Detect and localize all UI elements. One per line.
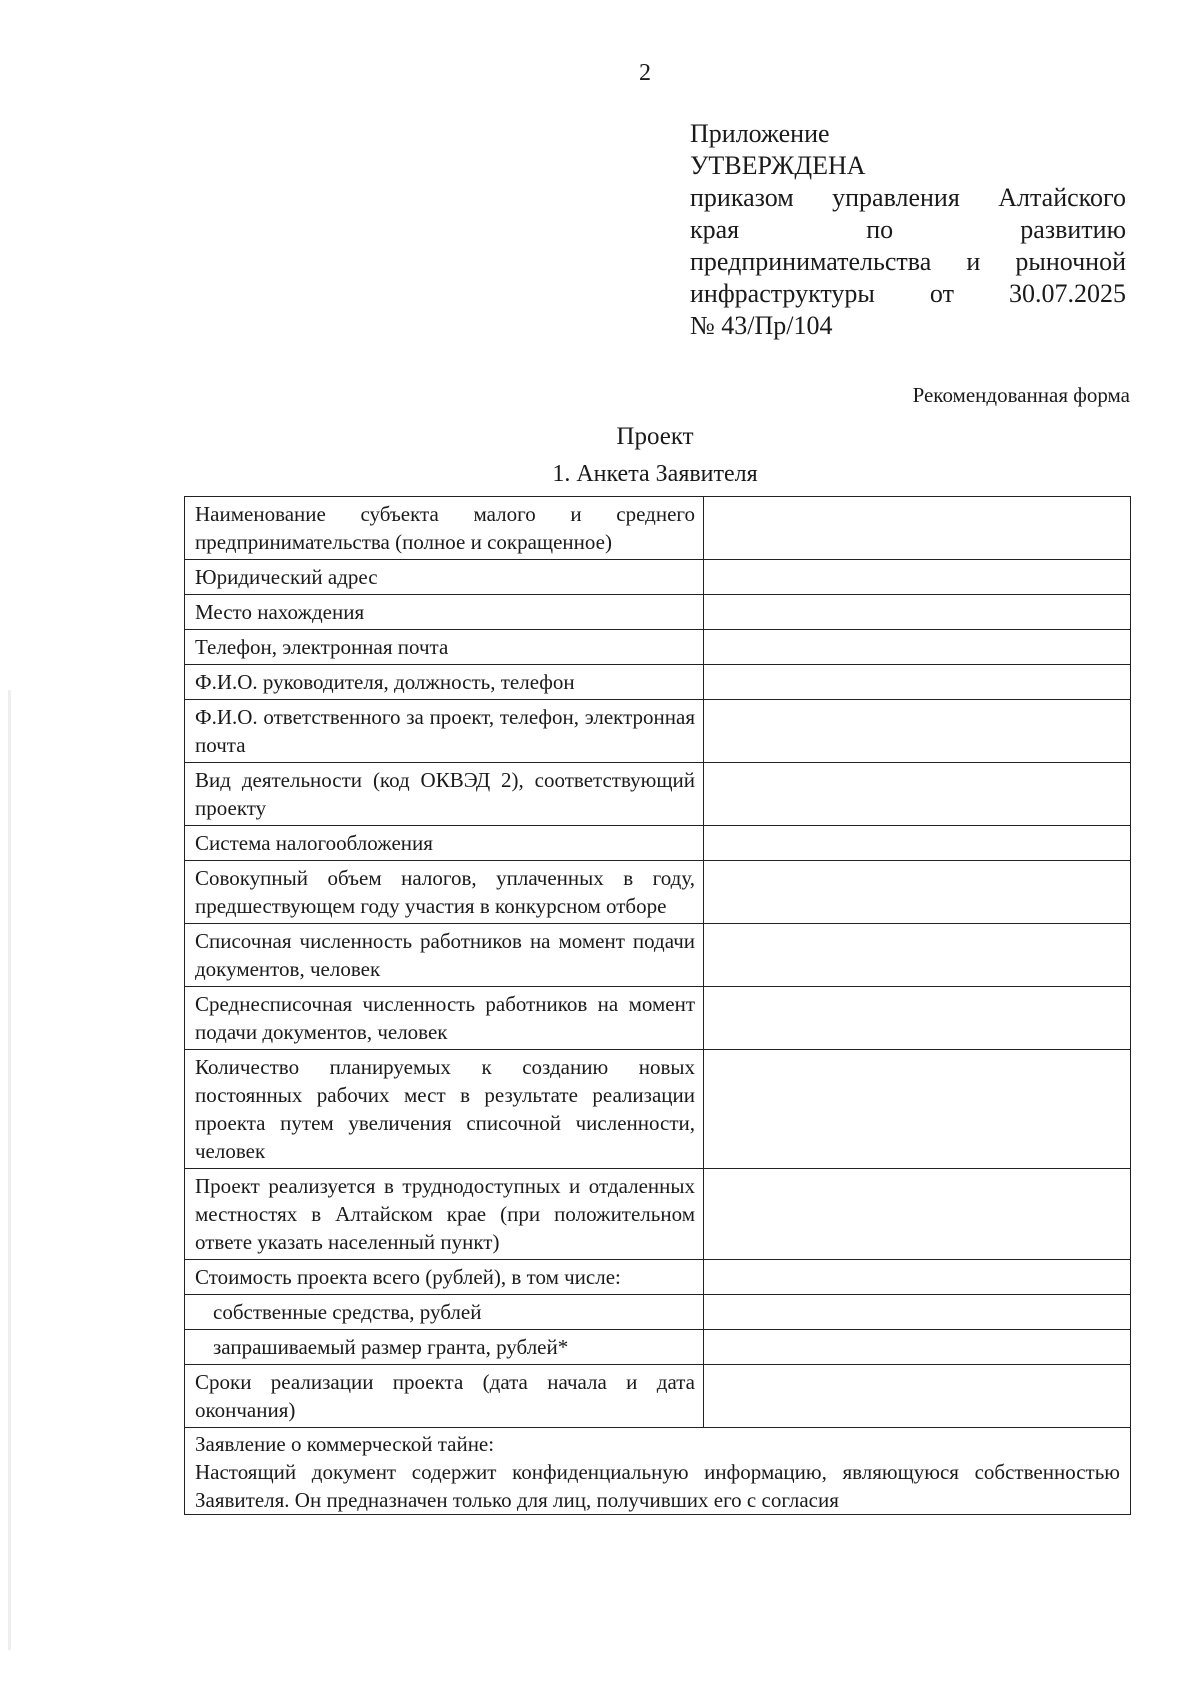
row-label: Ф.И.О. руководителя, должность, телефон bbox=[185, 665, 704, 700]
table-row bbox=[185, 1365, 1131, 1428]
row-label: собственные средства, рублей bbox=[185, 1295, 704, 1330]
table-row bbox=[185, 1169, 1131, 1260]
form-note: Рекомендованная форма bbox=[912, 383, 1130, 407]
row-value-cell[interactable] bbox=[704, 924, 1131, 987]
table-row bbox=[185, 1260, 1131, 1295]
row-value-cell[interactable] bbox=[704, 497, 1131, 560]
row-value-cell[interactable] bbox=[704, 700, 1131, 763]
row-value-cell[interactable] bbox=[704, 1169, 1131, 1260]
row-value-cell[interactable] bbox=[704, 987, 1131, 1050]
approval-line: края по развитию bbox=[690, 215, 1126, 244]
approval-block bbox=[690, 118, 1126, 342]
row-value-cell[interactable] bbox=[704, 826, 1131, 861]
page-number: 2 bbox=[639, 60, 651, 86]
row-label: Система налогообложения bbox=[185, 826, 704, 861]
row-label: Среднесписочная численность работников на момент подачи документов, человек bbox=[185, 987, 704, 1050]
row-value-cell[interactable] bbox=[704, 861, 1131, 924]
row-label: Списочная численность работников на момент подачи документов, человек bbox=[185, 924, 704, 987]
approval-line: инфраструктуры от 30.07.2025 bbox=[690, 279, 1126, 308]
row-label: Совокупный объем налогов, уплаченных в году, предшествующем году участия в конкурсном отборе bbox=[185, 861, 704, 924]
row-value-cell[interactable] bbox=[704, 665, 1131, 700]
row-value-cell[interactable] bbox=[704, 1050, 1131, 1169]
table-row bbox=[185, 595, 1131, 630]
table-row bbox=[185, 987, 1131, 1050]
row-value-cell[interactable] bbox=[704, 630, 1131, 665]
row-label: Место нахождения bbox=[185, 595, 704, 630]
row-label: Ф.И.О. ответственного за проект, телефон, электронная почта bbox=[185, 700, 704, 763]
row-label: запрашиваемый размер гранта, рублей* bbox=[185, 1330, 704, 1365]
row-value-cell[interactable] bbox=[704, 595, 1131, 630]
applicant-form-table bbox=[184, 496, 1131, 1515]
scan-edge-shadow bbox=[8, 690, 11, 1650]
row-label: Стоимость проекта всего (рублей), в том числе: bbox=[185, 1260, 704, 1295]
row-value-cell[interactable] bbox=[704, 763, 1131, 826]
row-label: Телефон, электронная почта bbox=[185, 630, 704, 665]
secrecy-cell bbox=[185, 1428, 1131, 1515]
table-row bbox=[185, 630, 1131, 665]
table-row bbox=[185, 1050, 1131, 1169]
row-label: Юридический адрес bbox=[185, 560, 704, 595]
row-value-cell[interactable] bbox=[704, 1260, 1131, 1295]
row-value-cell[interactable] bbox=[704, 560, 1131, 595]
table-row bbox=[185, 924, 1131, 987]
heading-project: Проект bbox=[616, 423, 694, 450]
row-label: Количество планируемых к созданию новых постоянных рабочих мест в результате реализации проекта путем увеличения списочной численности, человек bbox=[185, 1050, 704, 1169]
heading-anketa: 1. Анкета Заявителя bbox=[552, 461, 758, 487]
table-row bbox=[185, 665, 1131, 700]
table-row bbox=[185, 826, 1131, 861]
secrecy-row bbox=[185, 1428, 1131, 1515]
approval-line: № 43/Пр/104 bbox=[690, 311, 833, 340]
secrecy-text: Настоящий документ содержит конфиденциальную информацию, являющуюся собственностью Заявителя. Он предназначен только для лиц, получивших его с согласия bbox=[195, 1460, 1120, 1512]
row-label: Проект реализуется в труднодоступных и отдаленных местностях в Алтайском крае (при положительном ответе указать населенный пункт) bbox=[185, 1169, 704, 1260]
table-row bbox=[185, 700, 1131, 763]
approval-line: предпринимательства и рыночной bbox=[690, 247, 1126, 276]
row-label: Вид деятельности (код ОКВЭД 2), соответствующий проекту bbox=[185, 763, 704, 826]
secrecy-title: Заявление о коммерческой тайне: bbox=[195, 1432, 495, 1456]
row-value-cell[interactable] bbox=[704, 1330, 1131, 1365]
table-row bbox=[185, 560, 1131, 595]
table-row bbox=[185, 1295, 1131, 1330]
row-value-cell[interactable] bbox=[704, 1365, 1131, 1428]
table-row bbox=[185, 1330, 1131, 1365]
row-value-cell[interactable] bbox=[704, 1295, 1131, 1330]
table-row bbox=[185, 861, 1131, 924]
row-label: Наименование субъекта малого и среднего предпринимательства (полное и сокращенное) bbox=[185, 497, 704, 560]
table-row bbox=[185, 497, 1131, 560]
row-label: Сроки реализации проекта (дата начала и дата окончания) bbox=[185, 1365, 704, 1428]
approval-line: УТВЕРЖДЕНА bbox=[690, 151, 866, 180]
table-row bbox=[185, 763, 1131, 826]
approval-line: Приложение bbox=[690, 119, 830, 148]
approval-line: приказом управления Алтайского bbox=[690, 183, 1126, 212]
